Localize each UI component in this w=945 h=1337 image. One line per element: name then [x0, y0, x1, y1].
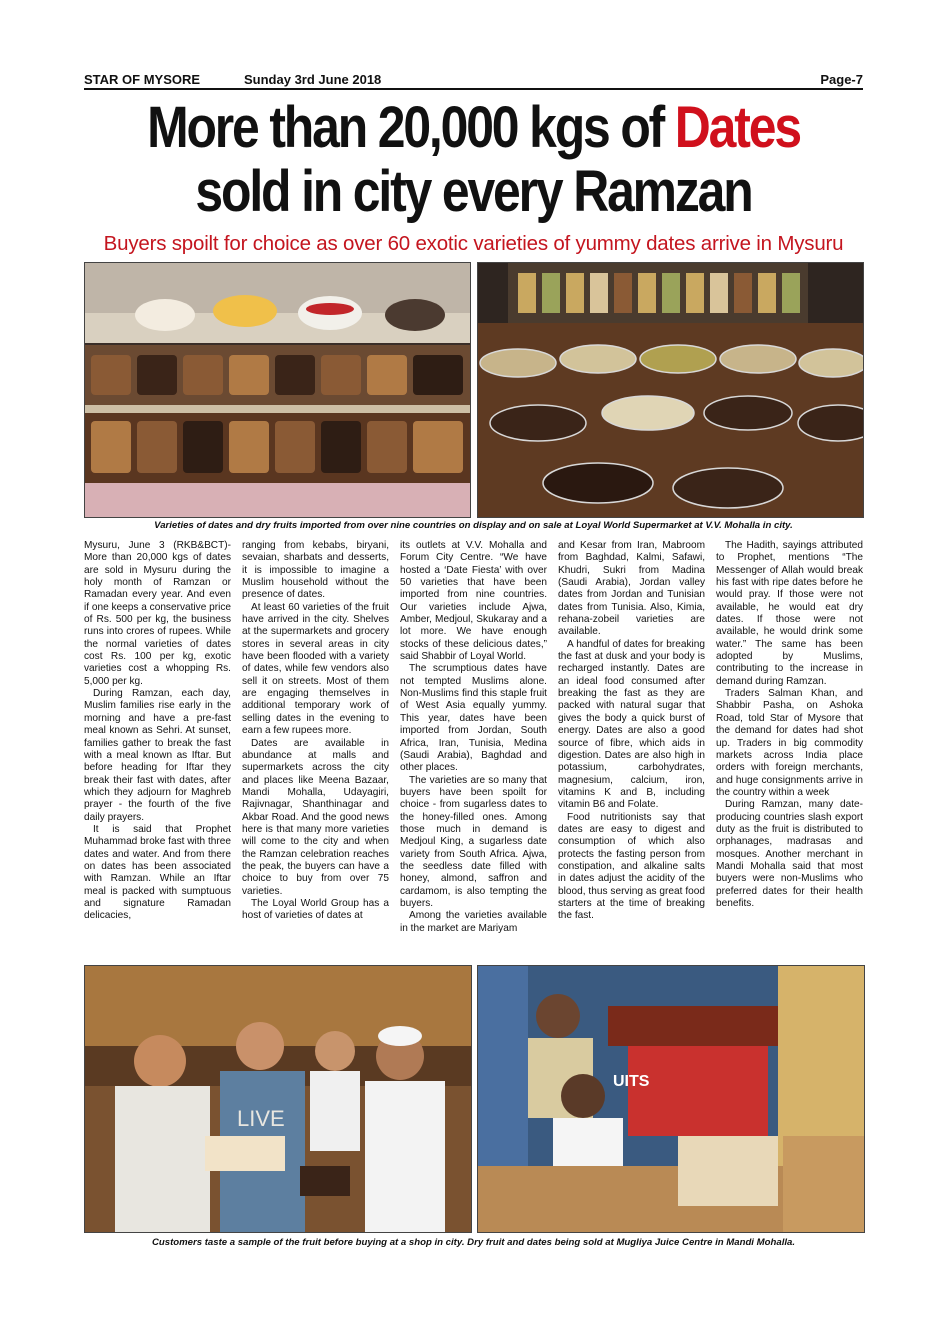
paragraph: It is said that Prophet Muhammad broke fast with three dates and water. And from there on dates has been associated with Ramzan. While an Iftar meal is packed with sumptuous and signature Ramadan delicacies,: [84, 823, 231, 922]
bottom-photo-caption: Customers taste a sample of the fruit before buying at a shop in city. Dry fruit and dates being sold at Mugliya Juice Centre in Mandi Mohalla.: [151, 1237, 796, 1248]
paragraph: Traders Salman Khan, and Shabbir Pasha, on Ashoka Road, told Star of Mysore that the demand for dates had shot up. Traders in big commodity markets across India place orders with foreign merchants, and huge consignments arrive in the country within a week: [716, 688, 863, 798]
photo-date-display-counter: [84, 262, 471, 518]
photo-counter-illustration: [85, 263, 470, 517]
paragraph: At least 60 varieties of the fruit have arrived in the city. Shelves at the supermarkets and grocery stores in several areas in city have been flooded with a variety of dates, while few vendors also sell it on streets. Most of them are engaging themselves in additional temporary work of selling dates in the evening to earn a few rupees more.: [242, 601, 389, 737]
headline-line-2: sold in city every Ramzan: [195, 159, 752, 224]
headline-highlight: Dates: [674, 95, 800, 160]
shirt-print: LIVE: [237, 1106, 285, 1131]
article-column-4: [558, 540, 705, 923]
article-column-1: [84, 540, 231, 923]
paragraph: The varieties are so many that buyers have been spoilt for choice - from sugarless dates to the honey-filled ones. Among those much in demand is Medjoul King, a sugarless date variety from South Africa. Ajwa, the seedless date filled with honey, almond, saffron and cardamom, is also tempting the buyers.: [400, 774, 547, 909]
photo-customers-tasting: [84, 965, 472, 1233]
issue-date: Sunday 3rd June 2018: [244, 72, 382, 87]
page-number: Page-7: [820, 72, 863, 87]
paragraph: and Kesar from Iran, Mabroom from Baghdad, Kalmi, Safawi, Khudri, Sukri from Madina (Saudi Arabia), Jordan valley dates from Jordan and Tunisian dates from Tunisia. Also, Kimia, rehana-zobeil varieties are available.: [558, 540, 705, 638]
photo-customers-illustration: [85, 966, 471, 1232]
headline-line-1: [135, 96, 812, 160]
article-column-5: [716, 540, 863, 910]
subheadline: Buyers spoilt for choice as over 60 exotic varieties of yummy dates arrive in Mysuru: [103, 232, 844, 255]
paragraph: The Hadith, sayings attributed to Prophet, mentions “The Messenger of Allah would break his fast with ripe dates before he would pray. If those were not available, he would eat dry dates. If those were not available, he would drink some water.” The same has been adopted by Muslims, contributing to the increase in demand during Ramzan.: [716, 540, 863, 687]
paragraph: The Loyal World Group has a host of varieties of dates at: [242, 897, 389, 922]
paragraph: A handful of dates for breaking the fast at dusk and your body is recharged instantly. Dates are an ideal food consumed after breaking the fast as they are packed with natural sugar that gives the body a quick burst of energy. Dates are also a good source of fibre, which aids in digestion. Dates are also high in potassium, carbohydrates, magnesium, calcium, iron, vitamins K and B, including vitamin B6 and Folate.: [558, 638, 705, 811]
photo-bins-illustration: [478, 263, 863, 517]
paragraph: ranging from kebabs, biryani, sevaian, sharbats and desserts, it is impossible to imagine a Muslim household without the presence of dates.: [242, 540, 389, 601]
masthead-rule: [84, 88, 863, 90]
photo-juice-centre-stall: [477, 965, 865, 1233]
article-column-2: [242, 540, 389, 923]
paragraph: During Ramzan, many date-producing countries slash export duty as the fruit is distributed to orphanages, madrasas and mosques. Another merchant in Mandi Mohalla said that most buyers were non-Muslims who preferred dates for their health benefits.: [716, 799, 863, 909]
photo-supermarket-bins: [477, 262, 864, 518]
paragraph: Among the varieties available in the market are Mariyam: [400, 910, 547, 934]
paragraph: Mysuru, June 3 (RKB&BCT)- More than 20,000 kgs of dates are sold in Mysuru during the holy month of Ramzan or Ramadan every year. And even if one keeps a conservative price of Rs. 500 per kg, the business runs into crores of rupees. While the normal varieties of dates cost Rs. 100 per kg, exotic varieties cost a whopping Rs. 5,000 per kg.: [84, 540, 232, 687]
photo-stall-illustration: [478, 966, 864, 1232]
paragraph: The scrumptious dates have not tempted Muslims alone. Non-Muslims find this staple fruit of West Asia equally yummy. This year, dates have been imported from Jordan, South Africa, Iran, Tunisia, Medina (Saudi Arabia), Baghdad and other places.: [400, 663, 547, 774]
article-body: [84, 540, 863, 960]
paragraph: its outlets at V.V. Mohalla and Forum City Centre. “We have hosted a ‘Date Fiesta’ with over 50 varieties that have been imported from nine countries. Our varieties include Ajwa, Amber, Medjoul, Skukaray and a lot more. We have enough stocks of these delicious dates,” said Shabbir of Loyal World.: [400, 540, 547, 663]
article-column-3: [400, 540, 547, 935]
paragraph: During Ramzan, each day, Muslim families rise early in the morning and have a pre-fast meal known as Sehri. At sunset, families gather to break the fast with a meal known as Iftar. But before heading for Iftar they break their fast with dates, after which they adjourn for Maghreb prayer - the fourth of the five daily prayers.: [84, 688, 231, 823]
top-photo-caption: Varieties of dates and dry fruits imported from over nine countries on display and on sale at Loyal World Supermarket at V.V. Mohalla in city.: [154, 520, 793, 531]
paper-name: STAR OF MYSORE: [84, 72, 201, 87]
shop-sign-text: UITS: [613, 1073, 650, 1090]
paragraph: Food nutritionists say that dates are easy to digest and consumption of which also protects the fasting person from constipation, and alkaline salts in dates adjust the acidity of the blood, thus serving as great food starters at the time of breaking the fast.: [558, 811, 705, 922]
headline-prefix: More than 20,000 kgs of: [147, 95, 675, 160]
paragraph: Dates are available in abundance at malls and supermarkets across the city and places like Meena Bazaar, Mandi Mohalla, Udayagiri, Rajivnagar, Shanthinagar and Akbar Road. And the good news here is that many more varieties will come to the city and when the Ramzan celebration reaches the peak, the buyers can have a choice to buy from over 75 varieties.: [242, 737, 389, 897]
